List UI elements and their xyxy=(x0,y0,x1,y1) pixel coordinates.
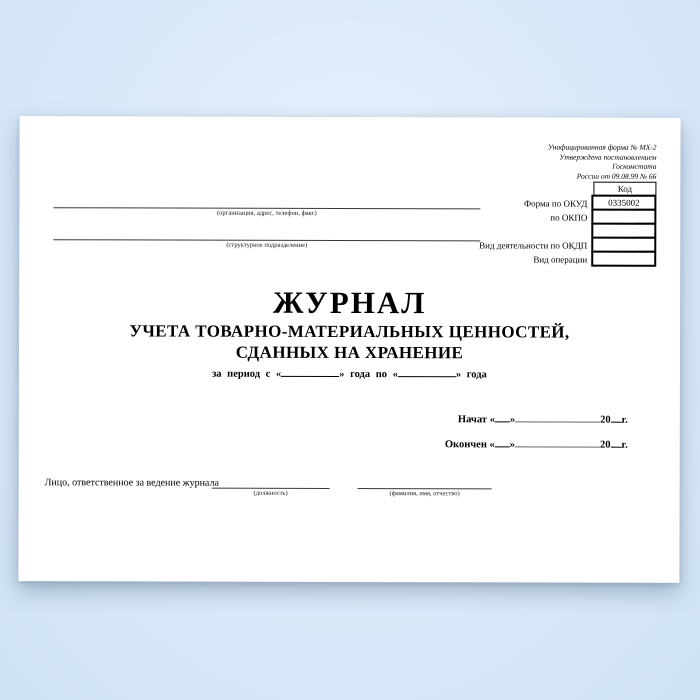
period-text: » года по « xyxy=(339,368,398,381)
responsible-person-label: Лицо, ответственное за ведение журнала xyxy=(44,477,219,489)
page-title: ЖУРНАЛ xyxy=(272,284,427,321)
page-subtitle xyxy=(19,320,680,364)
year-prefix: 20 xyxy=(600,439,611,451)
code-row-label: Форма по ОКУД xyxy=(524,197,588,209)
codes-table-header-row xyxy=(327,181,656,196)
code-row-label: Вид деятельности по ОКДП xyxy=(479,240,588,251)
period-text: » года xyxy=(455,369,487,381)
form-reference-block xyxy=(548,143,657,182)
quote-open: « xyxy=(489,439,495,451)
year-prefix: 20 xyxy=(600,414,611,426)
code-row-label: Вид операции xyxy=(533,254,588,265)
started-row xyxy=(445,414,628,425)
dates-block xyxy=(445,414,628,450)
started-label: Начат xyxy=(457,414,487,426)
finished-month-fill-line xyxy=(515,444,600,447)
finished-year-fill-line xyxy=(611,445,622,448)
form-reference-line: Унифицированная форма № МХ-2 xyxy=(547,142,657,152)
code-okud-cell: 0335002 xyxy=(591,195,656,211)
subtitle-line: СДАННЫХ НА ХРАНЕНИЕ xyxy=(235,342,464,363)
quote-close: » xyxy=(509,439,516,451)
year-suffix: г. xyxy=(621,439,628,451)
organization-line-caption: (организация, адрес, телефон, факс) xyxy=(216,209,317,217)
form-reference-line: Госкомстата xyxy=(612,161,657,171)
codes-table xyxy=(327,181,656,267)
form-page xyxy=(18,116,680,583)
code-row-label xyxy=(327,231,591,232)
form-reference-line: Утверждена постановлением xyxy=(559,152,657,162)
position-caption: (должность) xyxy=(253,489,288,497)
started-year-fill-line xyxy=(611,420,622,423)
codes-header-spacer xyxy=(329,188,593,189)
code-column-header: Код xyxy=(593,182,656,196)
department-line-caption: (структурное подразделение) xyxy=(226,241,308,249)
name-caption: (фамилия, имя, отчество) xyxy=(389,490,460,498)
finished-row xyxy=(445,439,628,450)
period-to-fill-line xyxy=(398,374,456,377)
code-operation-cell xyxy=(591,251,656,267)
finished-day-fill-line xyxy=(495,444,510,447)
code-row-label: по ОКПО xyxy=(550,212,588,223)
started-month-fill-line xyxy=(515,419,600,422)
subtitle-line: УЧЕТА ТОВАРНО-МАТЕРИАЛЬНЫХ ЦЕННОСТЕЙ, xyxy=(129,321,570,342)
quote-open: « xyxy=(489,414,495,426)
table-row xyxy=(327,252,656,267)
started-day-fill-line xyxy=(495,419,510,422)
period-text: за период с « xyxy=(212,368,282,380)
period-line xyxy=(19,368,680,381)
finished-label: Окончен xyxy=(444,439,487,451)
quote-close: » xyxy=(509,414,516,426)
period-from-fill-line xyxy=(281,374,339,377)
form-reference-line: России от 09.08.99 № 66 xyxy=(576,171,657,181)
year-suffix: г. xyxy=(621,414,628,426)
